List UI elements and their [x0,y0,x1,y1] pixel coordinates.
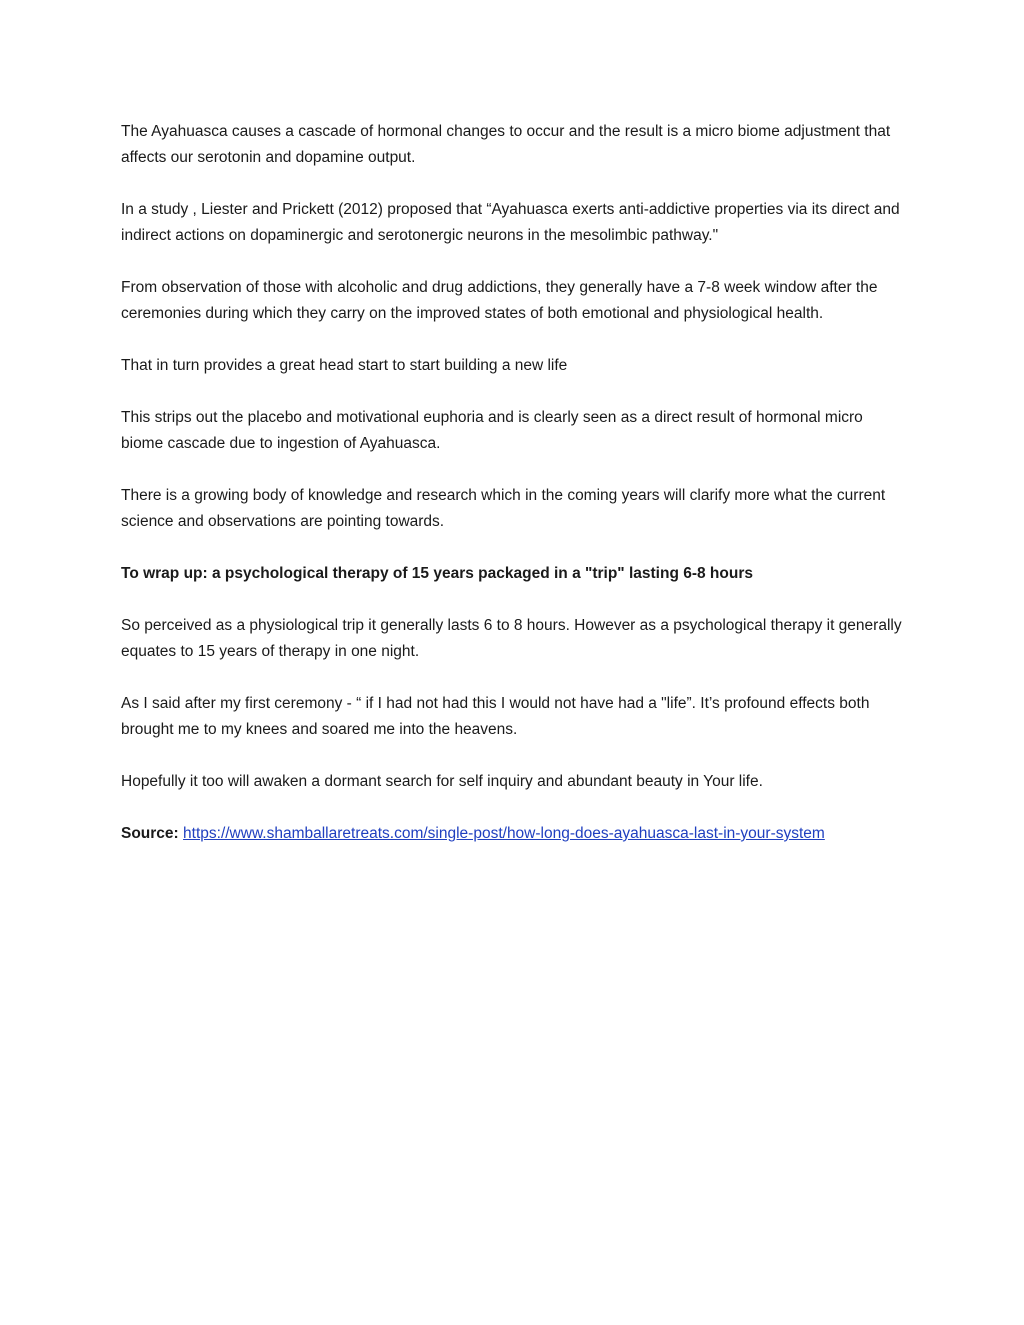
paragraph-addiction-window: From observation of those with alcoholic and drug addictions, they generally have a 7-8 week window after the ceremonies during which they carry on the improved states of both emotional and physiological health. [121,279,878,322]
source-line [121,821,906,847]
source-link[interactable]: https://www.shamballaretreats.com/single-post/how-long-does-ayahuasca-last-in-your-system [183,825,825,842]
paragraph-head-start: That in turn provides a great head start to start building a new life [121,357,568,374]
wrap-up-heading: To wrap up: a psychological therapy of 15 years packaged in a "trip" lasting 6-8 hours [121,565,753,582]
paragraph-liester-study: In a study , Liester and Prickett (2012) proposed that “Ayahuasca exerts anti-addictive properties via its direct and indirect actions on dopaminergic and serotonergic neurons in the mesolimbic pathway." [121,201,900,244]
document-body [121,119,906,873]
source-label: Source: [121,825,179,842]
paragraph-first-ceremony: As I said after my first ceremony - “ if I had not had this I would not have had a "life”. It’s profound effects both brought me to my knees and soared me into the heavens. [121,695,870,738]
paragraph-placebo: This strips out the placebo and motivational euphoria and is clearly seen as a direct result of hormonal micro biome cascade due to ingestion of Ayahuasca. [121,409,863,452]
paragraph-research: There is a growing body of knowledge and research which in the coming years will clarify more what the current science and observations are pointing towards. [121,487,886,530]
paragraph-hope: Hopefully it too will awaken a dormant search for self inquiry and abundant beauty in Your life. [121,773,763,790]
paragraph-hormonal-cascade: The Ayahuasca causes a cascade of hormonal changes to occur and the result is a micro biome adjustment that affects our serotonin and dopamine output. [121,123,891,166]
paragraph-therapy-duration: So perceived as a physiological trip it generally lasts 6 to 8 hours. However as a psychological therapy it generally equates to 15 years of therapy in one night. [121,617,902,660]
